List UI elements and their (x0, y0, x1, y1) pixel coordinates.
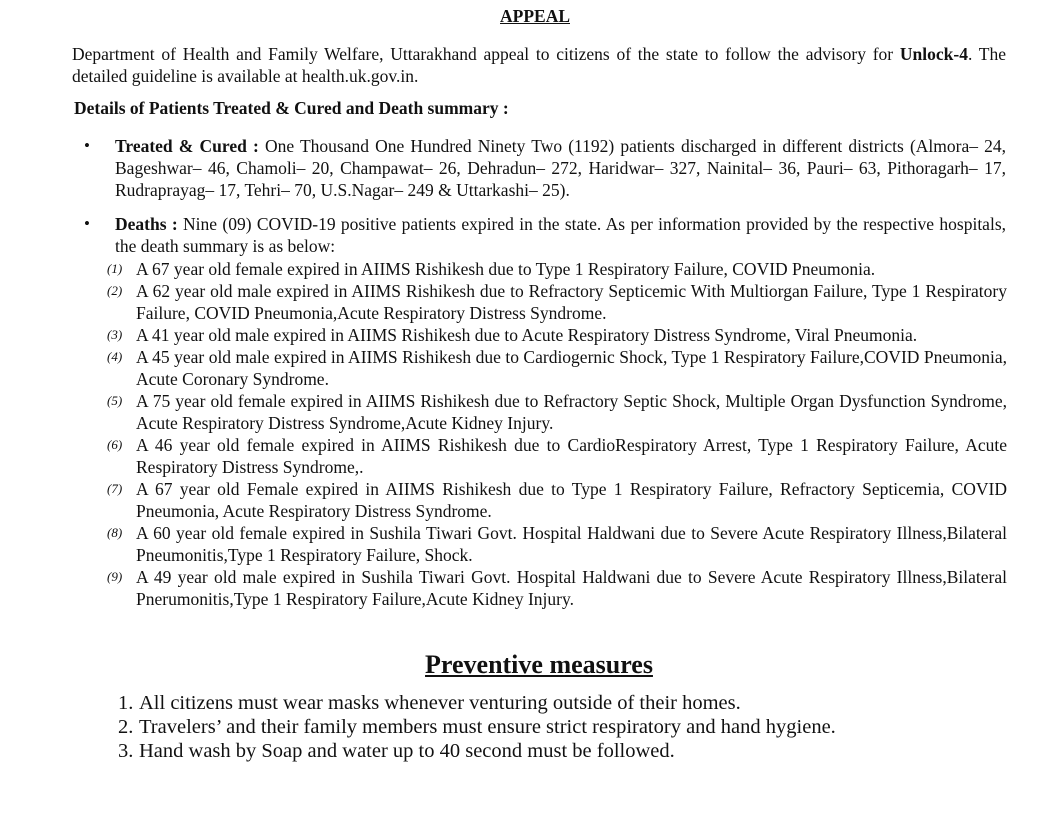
death-item-text: A 62 year old male expired in AIIMS Rishikesh due to Refractory Septicemic With Multiorgan Failure, Type 1 Respiratory Failure, COVID Pneumonia,Acute Respiratory Distress Syndrome. (136, 281, 1007, 323)
death-item-text: A 46 year old female expired in AIIMS Rishikesh due to CardioRespiratory Arrest, Type 1 Respiratory Failure, Acute Respiratory Distress Syndrome,. (136, 435, 1007, 477)
preventive-measures-heading: Preventive measures (425, 650, 653, 679)
death-item (107, 324, 1007, 346)
death-item (107, 478, 1007, 522)
treated-cured-bullet (84, 135, 1006, 201)
deaths-text: Nine (09) COVID-19 positive patients expired in the state. As per information provided by the respective hospitals, the death summary is as below: (115, 214, 1006, 256)
death-item-text: A 41 year old male expired in AIIMS Rishikesh due to Acute Respiratory Distress Syndrome, Viral Pneumonia. (136, 325, 918, 345)
preventive-item-text: Hand wash by Soap and water up to 40 second must be followed. (139, 740, 675, 762)
treated-body (115, 135, 1006, 201)
death-item-text: A 75 year old female expired in AIIMS Rishikesh due to Refractory Septic Shock, Multiple Organ Dysfunction Syndrome, Acute Respiratory Distress Syndrome,Acute Kidney Injury. (136, 391, 1007, 433)
intro-after-text: . The detailed guideline is available at health.uk.gov.in. (72, 44, 1006, 86)
death-item (107, 346, 1007, 390)
treated-text: One Thousand One Hundred Ninety Two (1192) patients discharged in different districts (Almora– 24, Bageshwar– 46, Chamoli– 20, Champawat– 26, Dehradun– 272, Haridwar– 327, Nainital– 36, Pauri– 63, Pithoragarh– 17, Rudraprayag– 17, Tehri– 70, U.S.Nagar– 249 & Uttarkashi– 25). (115, 136, 1006, 200)
deaths-bullet (84, 213, 1006, 257)
death-item-text: A 60 year old female expired in Sushila Tiwari Govt. Hospital Haldwani due to Severe Acute Respiratory Illness,Bilateral Pneumonitis,Type 1 Respiratory Failure, Shock. (136, 523, 1007, 565)
treated-label: Treated & Cured : (115, 136, 259, 156)
intro-text: Department of Health and Family Welfare, Uttarakhand appeal to citizens of the state to follow the advisory for (72, 44, 900, 64)
death-item-text: A 49 year old male expired in Sushila Tiwari Govt. Hospital Haldwani due to Severe Acute Respiratory Illness,Bilateral Pnerumonitis,Type 1 Respiratory Failure,Acute Kidney Injury. (136, 567, 1007, 609)
preventive-item-number: 1. (118, 692, 134, 714)
death-item-number: (1) (107, 261, 123, 276)
deaths-label: Deaths : (115, 214, 178, 234)
death-item-number: (5) (107, 393, 123, 408)
preventive-item-number: 3. (118, 740, 134, 762)
death-item-text: A 67 year old Female expired in AIIMS Rishikesh due to Type 1 Respiratory Failure, Refractory Septicemia, COVID Pneumonia, Acute Respiratory Distress Syndrome. (136, 479, 1007, 521)
preventive-item-text: All citizens must wear masks whenever venturing outside of their homes. (139, 692, 741, 714)
death-item (107, 434, 1007, 478)
death-item-number: (7) (107, 481, 123, 496)
details-heading: Details of Patients Treated & Cured and Death summary : (74, 98, 509, 118)
deaths-body (115, 213, 1006, 257)
intro-unlock-bold: Unlock-4 (899, 44, 968, 64)
death-item (107, 280, 1007, 324)
preventive-item (118, 691, 998, 715)
bullet-icon: • (84, 136, 90, 155)
death-item-text: A 45 year old male expired in AIIMS Rishikesh due to Cardiogernic Shock, Type 1 Respiratory Failure,COVID Pneumonia, Acute Coronary Syndrome. (136, 347, 1007, 389)
death-item-number: (9) (107, 569, 123, 584)
death-item-number: (2) (107, 283, 123, 298)
death-item (107, 390, 1007, 434)
death-item-text: A 67 year old female expired in AIIMS Rishikesh due to Type 1 Respiratory Failure, COVID Pneumonia. (136, 259, 876, 279)
death-item-number: (8) (107, 525, 123, 540)
appeal-title: APPEAL (500, 6, 570, 26)
preventive-item-text: Travelers’ and their family members must ensure strict respiratory and hand hygiene. (139, 716, 836, 738)
preventive-item-number: 2. (118, 716, 134, 738)
death-item-number: (4) (107, 349, 123, 364)
death-summary-list (107, 258, 1007, 610)
death-item-number: (3) (107, 327, 123, 342)
death-item (107, 522, 1007, 566)
intro-paragraph (72, 43, 1006, 87)
bullet-icon: • (84, 214, 90, 233)
death-item (107, 258, 1007, 280)
death-item (107, 566, 1007, 610)
preventive-measures-list (118, 691, 998, 763)
preventive-item (118, 715, 998, 739)
death-item-number: (6) (107, 437, 123, 452)
preventive-item (118, 739, 998, 763)
